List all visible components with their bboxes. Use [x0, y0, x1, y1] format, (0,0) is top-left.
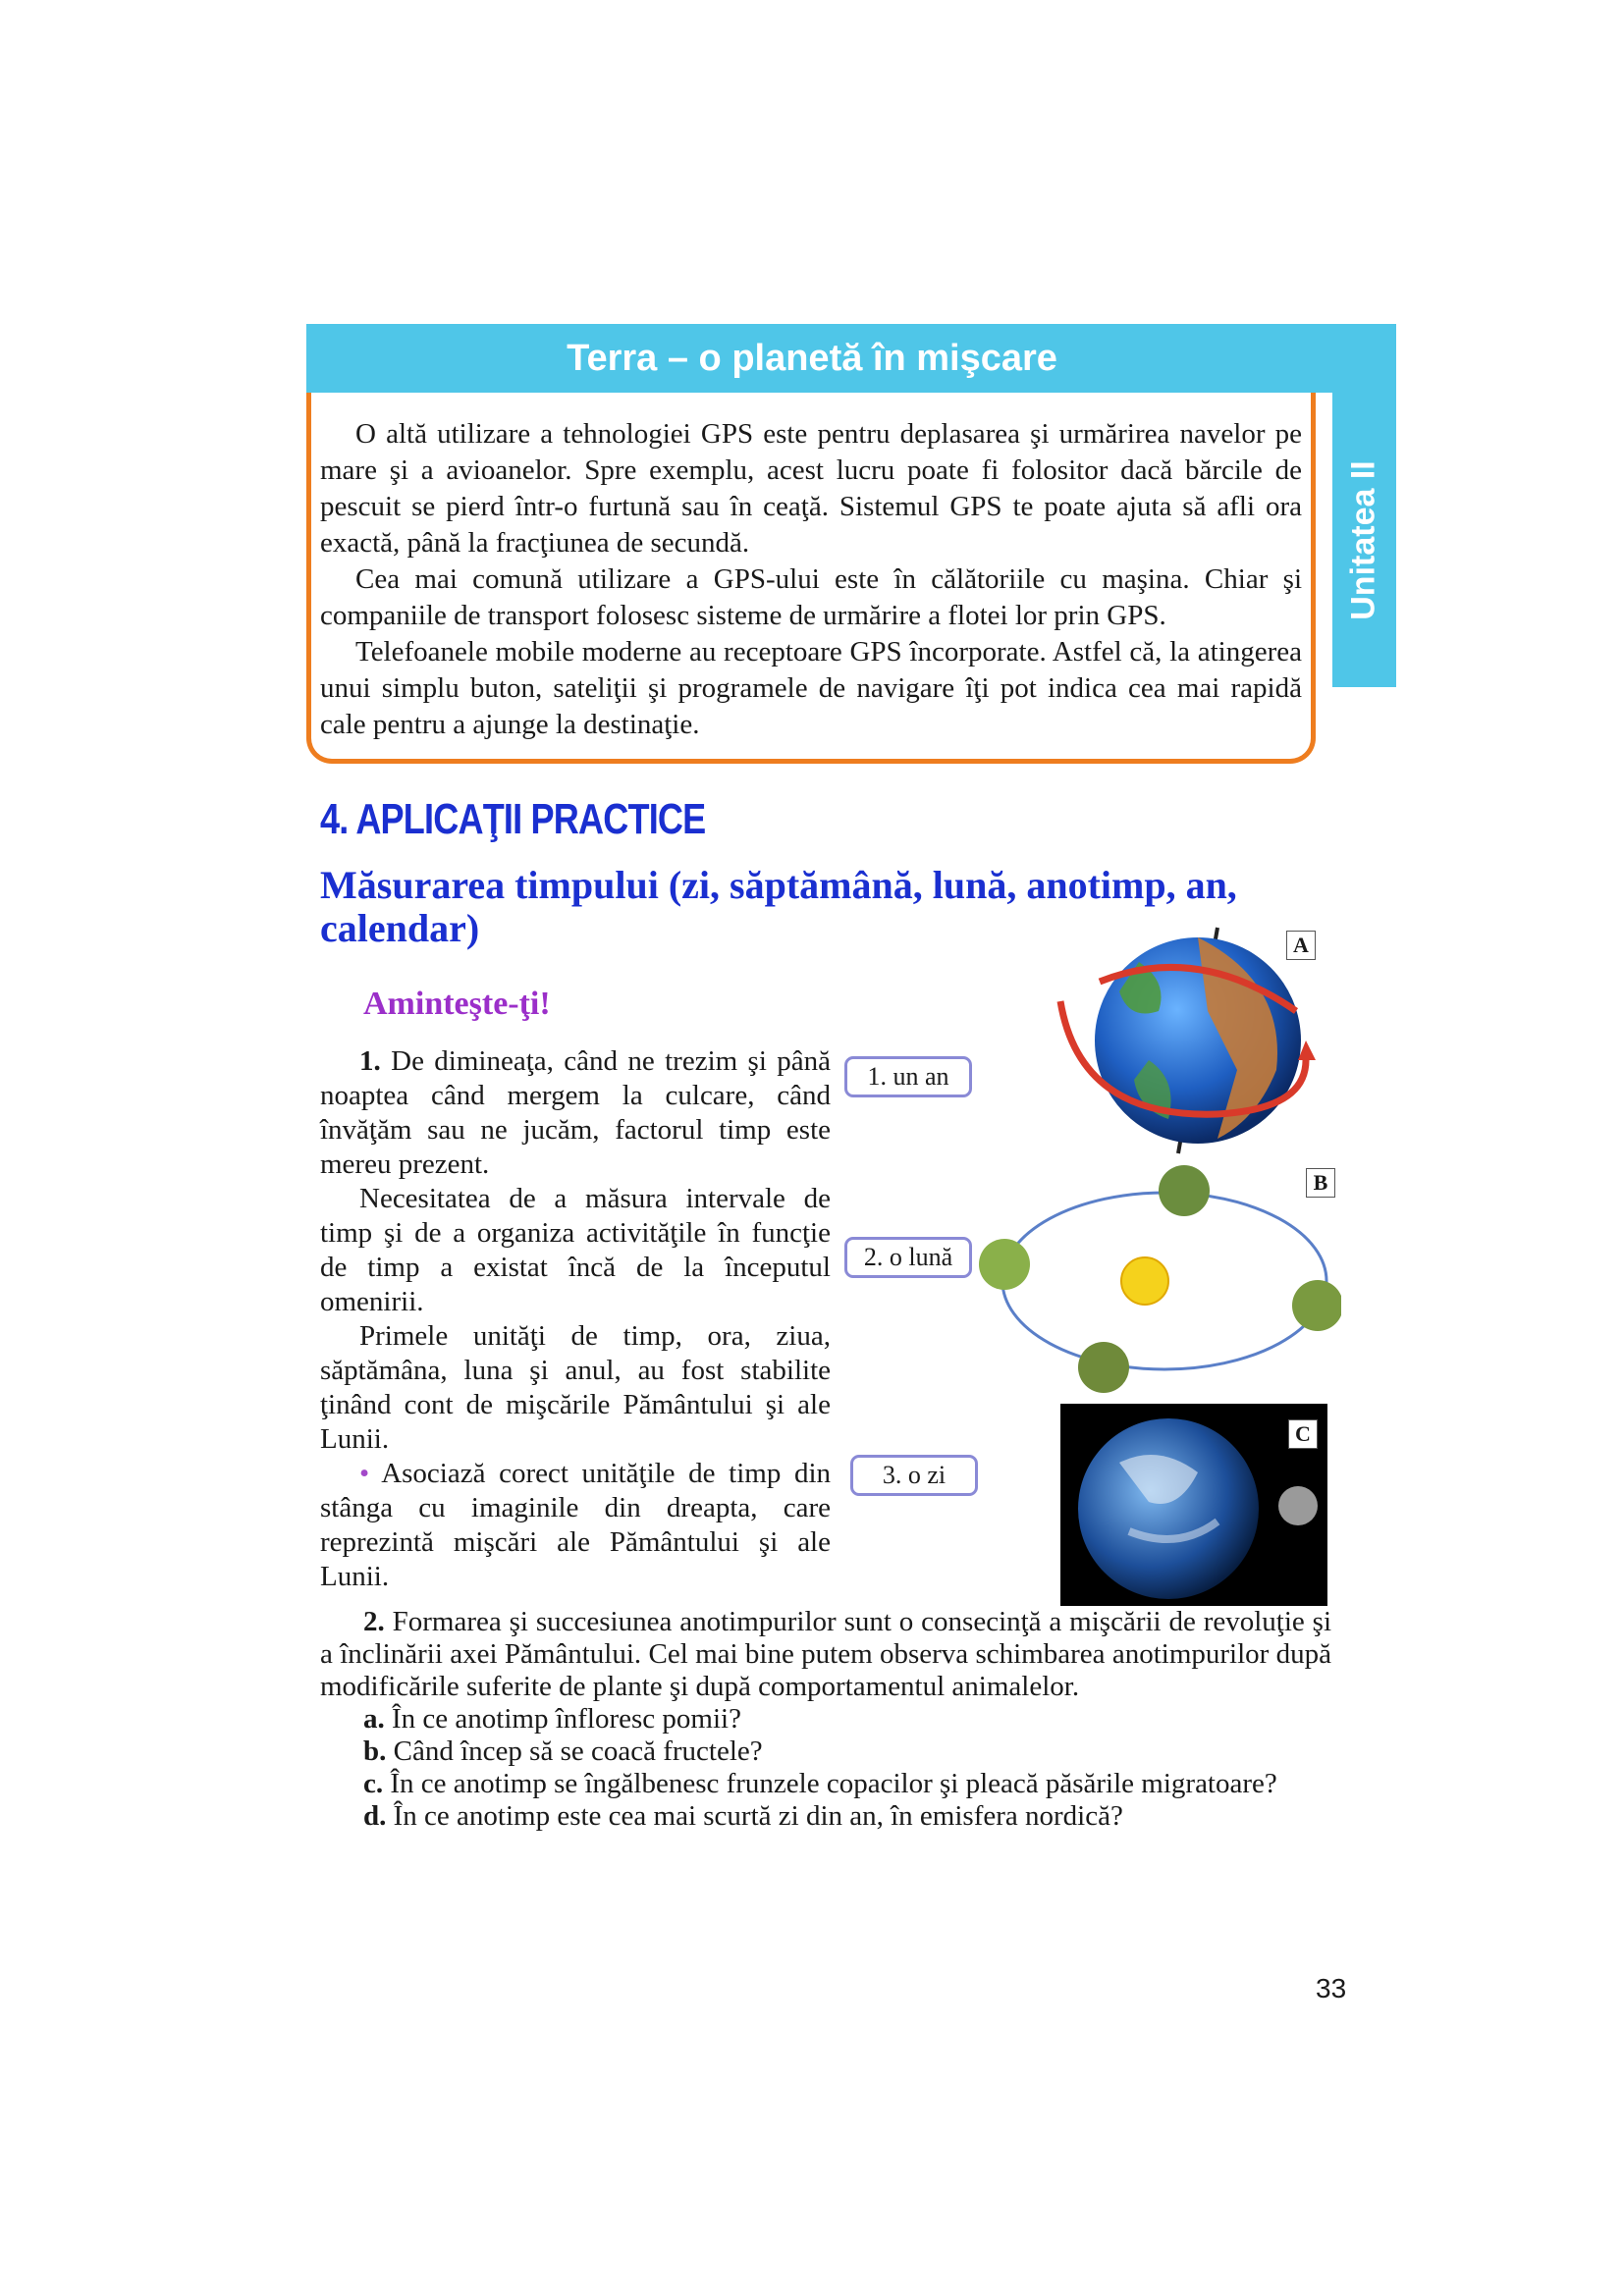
box-paragraph: Cea mai comună utilizare a GPS-ului este în călătoriile cu maşina. Chiar şi companiile de transport folosesc sisteme de urmărire a flotei lor prin GPS.	[320, 563, 1302, 631]
exercise-1-paragraph	[320, 1044, 831, 1182]
panel-letter-a: A	[1286, 931, 1316, 960]
question-item	[320, 1800, 1331, 1833]
exercise-1-task	[320, 1457, 831, 1594]
exercise-1-paragraph: Primele unităţi de timp, ora, ziua, săptămâna, luna şi anul, au fost stabilite ţinând cont de mişcările Pământului şi ale Lunii.	[320, 1320, 831, 1455]
exercise-number: 1.	[359, 1045, 381, 1077]
label-month: 2. o lună	[844, 1237, 972, 1278]
question-text: Când încep să se coacă fructele?	[393, 1735, 763, 1767]
exercise-1-paragraph: Necesitatea de a măsura intervale de timp şi de a organiza activităţile în funcţie de timp a existat încă de la începutul omenirii.	[320, 1183, 831, 1317]
panel-letter-b: B	[1306, 1168, 1335, 1198]
question-letter: c.	[363, 1768, 384, 1799]
section-subheading: Măsurarea timpului (zi, săptămână, lună, anotimp, an, calendar)	[320, 863, 1237, 950]
earth-orbit-image	[978, 1158, 1341, 1394]
question-text: În ce anotimp este cea mai scurtă zi din an, în emisfera nordică?	[393, 1800, 1123, 1832]
question-item	[320, 1768, 1331, 1800]
exercise-number: 2.	[363, 1606, 385, 1637]
info-box-text	[320, 416, 1302, 743]
box-paragraph: O altă utilizare a tehnologiei GPS este pentru deplasarea şi urmărirea navelor pe mare şi a avioanelor. Spre exemplu, acest lucru poate fi folositor dacă bărcile de pescuit se pierd într-o furtună sau în ceaţă. Sistemul GPS te poate ajuta să afli ora exactă, până la fracţiunea de secundă.	[320, 418, 1302, 559]
page-title: Terra – o planetă în mişcare	[567, 338, 1057, 379]
question-letter: a.	[363, 1703, 385, 1735]
box-paragraph: Telefoanele mobile moderne au receptoare GPS încorporate. Astfel că, la atingerea unui simplu buton, sateliţii şi programele de navigare îţi pot indica cea mai rapidă cale pentru a ajunge la destinaţie.	[320, 636, 1302, 740]
unit-label-text: Unitatea II	[1345, 459, 1383, 620]
exercise-1-p1: De dimineaţa, când ne trezim şi până noaptea când mergem la culcare, când învăţăm sau ne jucăm, factorul timp este mereu prezent.	[320, 1045, 832, 1180]
question-item	[320, 1703, 1331, 1735]
question-letter: b.	[363, 1735, 387, 1767]
question-item	[320, 1735, 1331, 1768]
question-letter: d.	[363, 1800, 387, 1832]
unit-label	[1332, 393, 1396, 687]
question-text: În ce anotimp se îngălbenesc frunzele copacilor şi pleacă păsările migratoare?	[390, 1768, 1277, 1799]
exercise-1-text	[320, 1044, 831, 1594]
label-day: 3. o zi	[850, 1455, 978, 1496]
remember-heading: Aminteşte-ţi!	[363, 986, 551, 1022]
section-heading: 4. APLICAŢII PRACTICE	[320, 795, 706, 843]
task-text: Asociază corect unităţile de timp din stânga cu imaginile din dreapta, care reprezintă mişcări ale Pământului şi ale Lunii.	[320, 1458, 832, 1592]
label-year: 1. un an	[844, 1056, 972, 1097]
exercise-2-text	[320, 1606, 1331, 1833]
panel-letter-c: C	[1288, 1419, 1318, 1449]
exercise-2-intro	[320, 1606, 1331, 1703]
exercise-2-intro-text: Formarea şi succesiunea anotimpurilor sunt o consecinţă a mişcării de revoluţie şi a înclinării axei Pământului. Cel mai bine putem observa schimbarea anotimpurilor după modificările suferite de plante şi după comportamentul animalelor.	[320, 1606, 1332, 1702]
page-number: 33	[1316, 1973, 1347, 2003]
bullet-icon: •	[359, 1458, 370, 1489]
question-text: În ce anotimp înfloresc pomii?	[392, 1703, 741, 1735]
